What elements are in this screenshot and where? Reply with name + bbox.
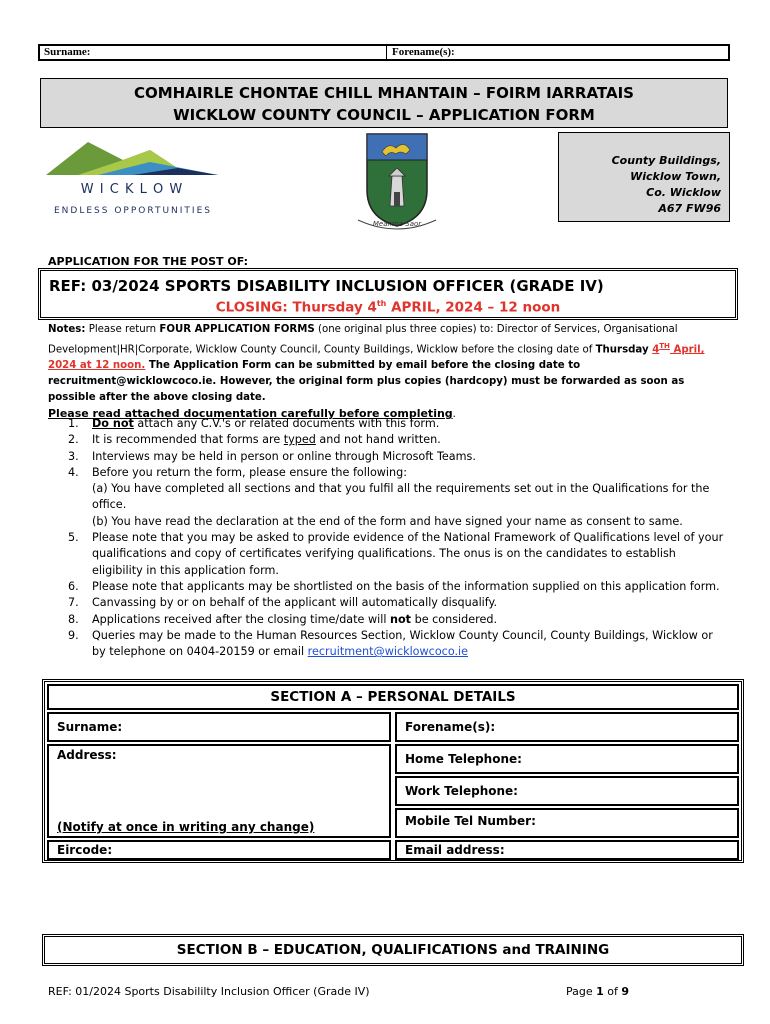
home-telephone-field[interactable]: Home Telephone: (395, 744, 739, 774)
post-reference-box (38, 268, 738, 320)
surname-field[interactable]: Surname: (47, 712, 391, 742)
section-b-title: SECTION B – EDUCATION, QUALIFICATIONS and TRAINING (42, 934, 744, 966)
address-line-4: A67 FW96 (658, 202, 721, 215)
instructions-list (68, 416, 728, 660)
closing-date: CLOSING: Thursday 4th APRIL, 2024 – 12 noon (215, 299, 561, 316)
mobile-number-field[interactable]: Mobile Tel Number: (395, 808, 739, 838)
read-documentation-note: Please read attached documentation carefully before completing (48, 407, 453, 421)
footer-reference: REF: 01/2024 Sports Disabililty Inclusion Officer (Grade IV) (48, 985, 370, 998)
county-crest (352, 130, 442, 236)
post-reference: REF: 03/2024 SPORTS DISABILITY INCLUSION OFFICER (GRADE IV) (49, 277, 604, 295)
work-telephone-field[interactable]: Work Telephone: (395, 776, 739, 806)
post-label: APPLICATION FOR THE POST OF: (48, 255, 249, 268)
list-item: 3. Interviews may be held in person or online through Microsoft Teams. (68, 449, 476, 463)
list-item: 8. Applications received after the closing time/date will not be considered. (68, 612, 498, 626)
list-item: 6. Please note that applicants may be shortlisted on the basis of the information supplied on this application form. (68, 579, 720, 593)
list-item: 7. Canvassing by or on behalf of the applicant will automatically disqualify. (68, 596, 498, 610)
section-a-personal-details (42, 679, 744, 863)
council-address-box (558, 132, 730, 222)
address-line-1: County Buildings, (611, 154, 721, 167)
eircode-field[interactable]: Eircode: (47, 840, 391, 860)
list-item: 4. Before you return the form, please ensure the following: (a) You have completed all sections and that you fulfil all the requirements set out in the Qualifications for the office. (b) You have read the declaration at the end of the form and have signed your name as consent to same. (68, 465, 710, 528)
list-item: 2. It is recommended that forms are typed and not hand written. (68, 433, 441, 447)
address-line-3: Co. Wicklow (646, 186, 721, 199)
address-line-2: Wicklow Town, (630, 170, 721, 183)
email-address-field[interactable]: Email address: (395, 840, 739, 860)
top-surname-label: Surname: (44, 46, 91, 58)
list-item: 1. Do not attach any C.V.'s or related documents with this form. (68, 417, 440, 430)
list-item: 9. Queries may be made to the Human Resources Section, Wicklow County Council, County Buildings, Wicklow or by telephone on 0404-20159 or email recruitment@wicklowcoco.ie (68, 628, 713, 659)
title-irish: COMHAIRLE CHONTAE CHILL MHANTAIN – FOIRM IARRATAIS (134, 84, 634, 102)
logo-wordmark: W I C K L O W (80, 182, 184, 197)
crest-motto: Meanma Saor (372, 220, 422, 228)
wicklow-logo (38, 130, 228, 222)
notify-change-note: (Notify at once in writing any change) (57, 820, 315, 834)
strip-divider (386, 46, 387, 59)
top-forename-label: Forename(s): (392, 46, 455, 58)
page-number: Page 1 of 9 (566, 985, 630, 998)
list-item: 5. Please note that you may be asked to provide evidence of the National Framework of Qualifications level of your qualifications and copy of certificates verifying qualifications. The onus is on the candidates to establish eligibility in this application form. (68, 531, 724, 577)
logo-tagline: ENDLESS OPPORTUNITIES (54, 206, 212, 216)
section-a-title: SECTION A – PERSONAL DETAILS (47, 684, 739, 710)
notes-paragraph: Notes: Please return FOUR APPLICATION FORMS (one original plus three copies) to: Director of Services, Organisational Development|HR|Corporate, Wicklow County Council, County Buildings, Wicklow before the closing date of Thursday 4TH April, 2024 at 12 noon. The Application Form can be submitted by email before the closing date to recruitment@wicklowcoco.ie. However, the original form plus copies (hardcopy) must be forwarded as soon as possible after the above closing date. Please read attached documentation carefully before completing. (48, 324, 705, 421)
form-title-box (40, 78, 728, 128)
address-field[interactable]: Address: (Notify at once in writing any change) (47, 744, 391, 838)
forename-field[interactable]: Forename(s): (395, 712, 739, 742)
top-name-strip (38, 44, 730, 61)
recruitment-email-link[interactable]: recruitment@wicklowcoco.ie (307, 645, 469, 659)
title-english: WICKLOW COUNTY COUNCIL – APPLICATION FORM (173, 106, 595, 124)
